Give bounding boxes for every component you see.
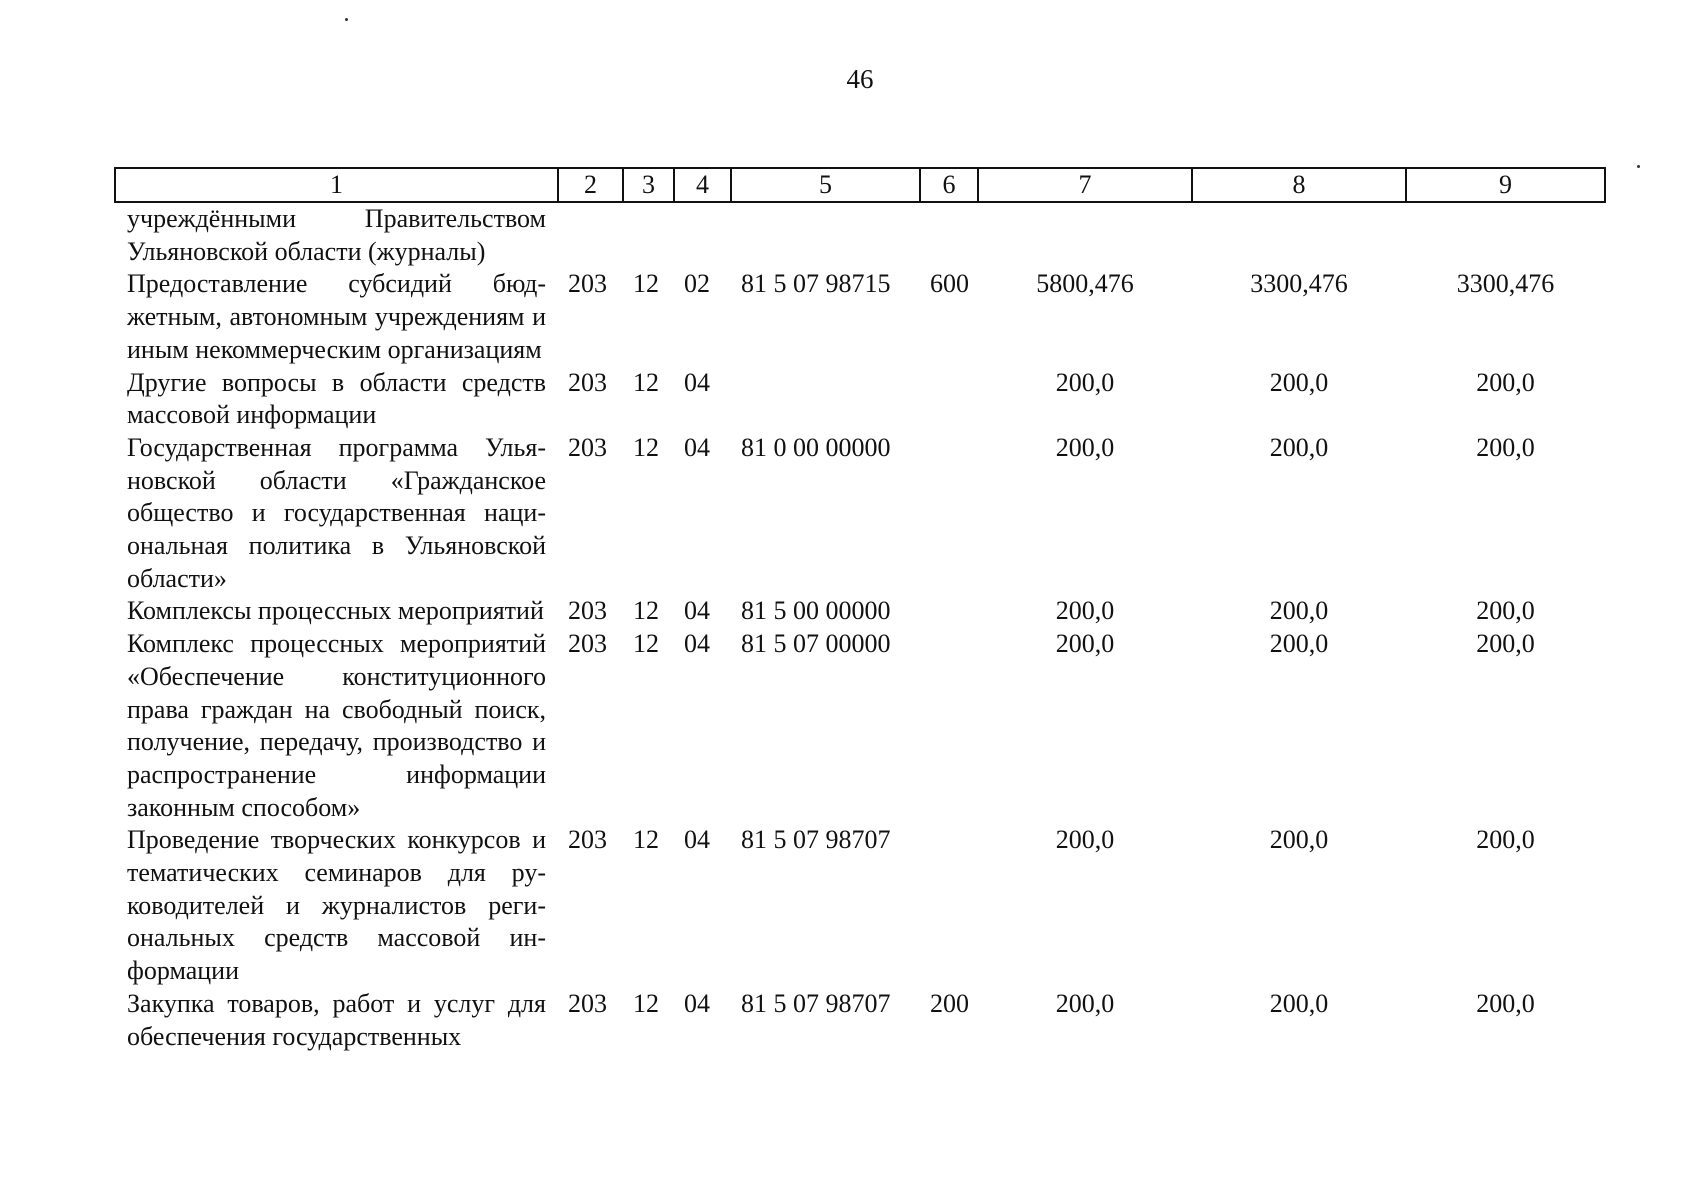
- cell-col-7: 200,0: [1055, 988, 1115, 1018]
- column-header: 6: [920, 168, 978, 202]
- cell-col-2: [558, 202, 623, 268]
- cell-col-8: 3300,476: [1250, 269, 1348, 299]
- cell-col-8: 200,0: [1269, 596, 1329, 626]
- cell-col-7: 200,0: [1055, 825, 1115, 855]
- table-row: [115, 988, 1605, 1053]
- table-row: [115, 432, 1605, 596]
- cell-col-9: 200,0: [1476, 629, 1535, 659]
- cell-col-8: 200,0: [1269, 988, 1329, 1018]
- column-header: 7: [978, 168, 1192, 202]
- cell-col-4: [674, 202, 731, 268]
- cell-col-9: 200,0: [1476, 596, 1535, 626]
- cell-col-6: [920, 367, 978, 432]
- cell-col-7: 200,0: [1055, 596, 1115, 626]
- cell-col-3: 12: [633, 629, 659, 659]
- cell-col-4: 02: [684, 269, 710, 299]
- row-name: Закупка товаров, работ и услуг для обеспечения государственных: [127, 988, 546, 1051]
- cell-col-7: 200,0: [1055, 629, 1115, 659]
- cell-col-5: 81 0 00 00000: [741, 432, 891, 462]
- cell-col-7: 200,0: [1055, 367, 1115, 397]
- column-header: 4: [674, 168, 731, 202]
- row-name: учреждёнными Правительством Ульяновской области (журналы): [127, 204, 546, 266]
- scan-speck: [1637, 165, 1640, 168]
- cell-col-3: 12: [633, 988, 659, 1018]
- column-number-header-row: [115, 168, 1605, 202]
- row-name: Проведение творческих конкурсов и тематических семинаров для руководителей и журналистов региональных средств массовой информации: [127, 825, 546, 986]
- column-header: 9: [1406, 168, 1605, 202]
- cell-col-4: 04: [684, 596, 710, 626]
- cell-col-2: 203: [568, 629, 607, 659]
- cell-col-5: 81 5 00 00000: [741, 596, 891, 626]
- table-row: [115, 367, 1605, 432]
- cell-col-6: [920, 628, 978, 824]
- cell-col-9: 200,0: [1476, 988, 1535, 1018]
- cell-col-8: 200,0: [1269, 629, 1329, 659]
- row-name: Государственная программа Ульяновской области «Гражданское общество и государственная национальная политика в Ульяновской области»: [127, 432, 546, 593]
- row-name: Комплекс процессных мероприятий «Обеспечение конституционного права граждан на свободный поиск, получение, передачу, производство и распространение информации законным способом»: [127, 629, 546, 822]
- cell-col-3: 12: [633, 432, 659, 462]
- cell-col-8: [1192, 202, 1406, 268]
- cell-col-6: 600: [930, 269, 969, 299]
- cell-col-5: 81 5 07 98707: [741, 825, 891, 855]
- cell-col-4: 04: [684, 432, 710, 462]
- scan-speck: [345, 18, 348, 21]
- cell-col-6: [920, 824, 978, 988]
- cell-col-4: 04: [684, 367, 710, 397]
- cell-col-7: 5800,476: [1036, 269, 1134, 299]
- cell-col-5: 81 5 07 98707: [741, 988, 891, 1018]
- cell-col-5: 81 5 07 98715: [741, 269, 891, 299]
- cell-col-6: 200: [930, 988, 969, 1018]
- cell-col-3: 12: [633, 596, 659, 626]
- row-name: Другие вопросы в области средств массовой информации: [127, 367, 546, 430]
- table-row: [115, 268, 1605, 366]
- column-header: 3: [623, 168, 674, 202]
- column-header: 2: [558, 168, 623, 202]
- cell-col-2: 203: [568, 432, 607, 462]
- cell-col-9: 200,0: [1476, 367, 1535, 397]
- budget-table: [114, 167, 1606, 1053]
- table-row: [115, 824, 1605, 988]
- cell-col-5: [731, 367, 920, 432]
- cell-col-4: 04: [684, 988, 710, 1018]
- table-row: [115, 595, 1605, 628]
- table-row: [115, 202, 1605, 268]
- cell-col-6: [920, 432, 978, 596]
- cell-col-2: 203: [568, 269, 607, 299]
- cell-col-7: [978, 202, 1192, 268]
- row-name: Предоставление субсидий бюджетным, автономным учреждениям и иным некоммерческим организациям: [127, 269, 546, 364]
- cell-col-8: 200,0: [1269, 825, 1329, 855]
- cell-col-9: [1406, 202, 1605, 268]
- cell-col-6: [920, 202, 978, 268]
- cell-col-9: 200,0: [1476, 825, 1535, 855]
- table-row: [115, 628, 1605, 824]
- column-header: 8: [1192, 168, 1406, 202]
- page-number: 46: [846, 64, 874, 94]
- cell-col-3: 12: [633, 367, 659, 397]
- cell-col-3: 12: [633, 825, 659, 855]
- cell-col-2: 203: [568, 988, 607, 1018]
- column-header: 1: [115, 168, 558, 202]
- cell-col-5: 81 5 07 00000: [741, 629, 891, 659]
- column-header: 5: [731, 168, 920, 202]
- cell-col-7: 200,0: [1055, 432, 1115, 462]
- cell-col-2: 203: [568, 596, 607, 626]
- cell-col-5: [731, 202, 920, 268]
- cell-col-3: [623, 202, 674, 268]
- cell-col-8: 200,0: [1269, 432, 1329, 462]
- cell-col-2: 203: [568, 367, 607, 397]
- cell-col-4: 04: [684, 825, 710, 855]
- cell-col-9: 3300,476: [1456, 269, 1555, 299]
- cell-col-9: 200,0: [1476, 432, 1535, 462]
- cell-col-8: 200,0: [1269, 367, 1329, 397]
- row-name: Комплексы процессных мероприятий: [127, 596, 544, 626]
- cell-col-4: 04: [684, 629, 710, 659]
- cell-col-2: 203: [568, 825, 607, 855]
- cell-col-6: [920, 595, 978, 628]
- cell-col-3: 12: [633, 269, 659, 299]
